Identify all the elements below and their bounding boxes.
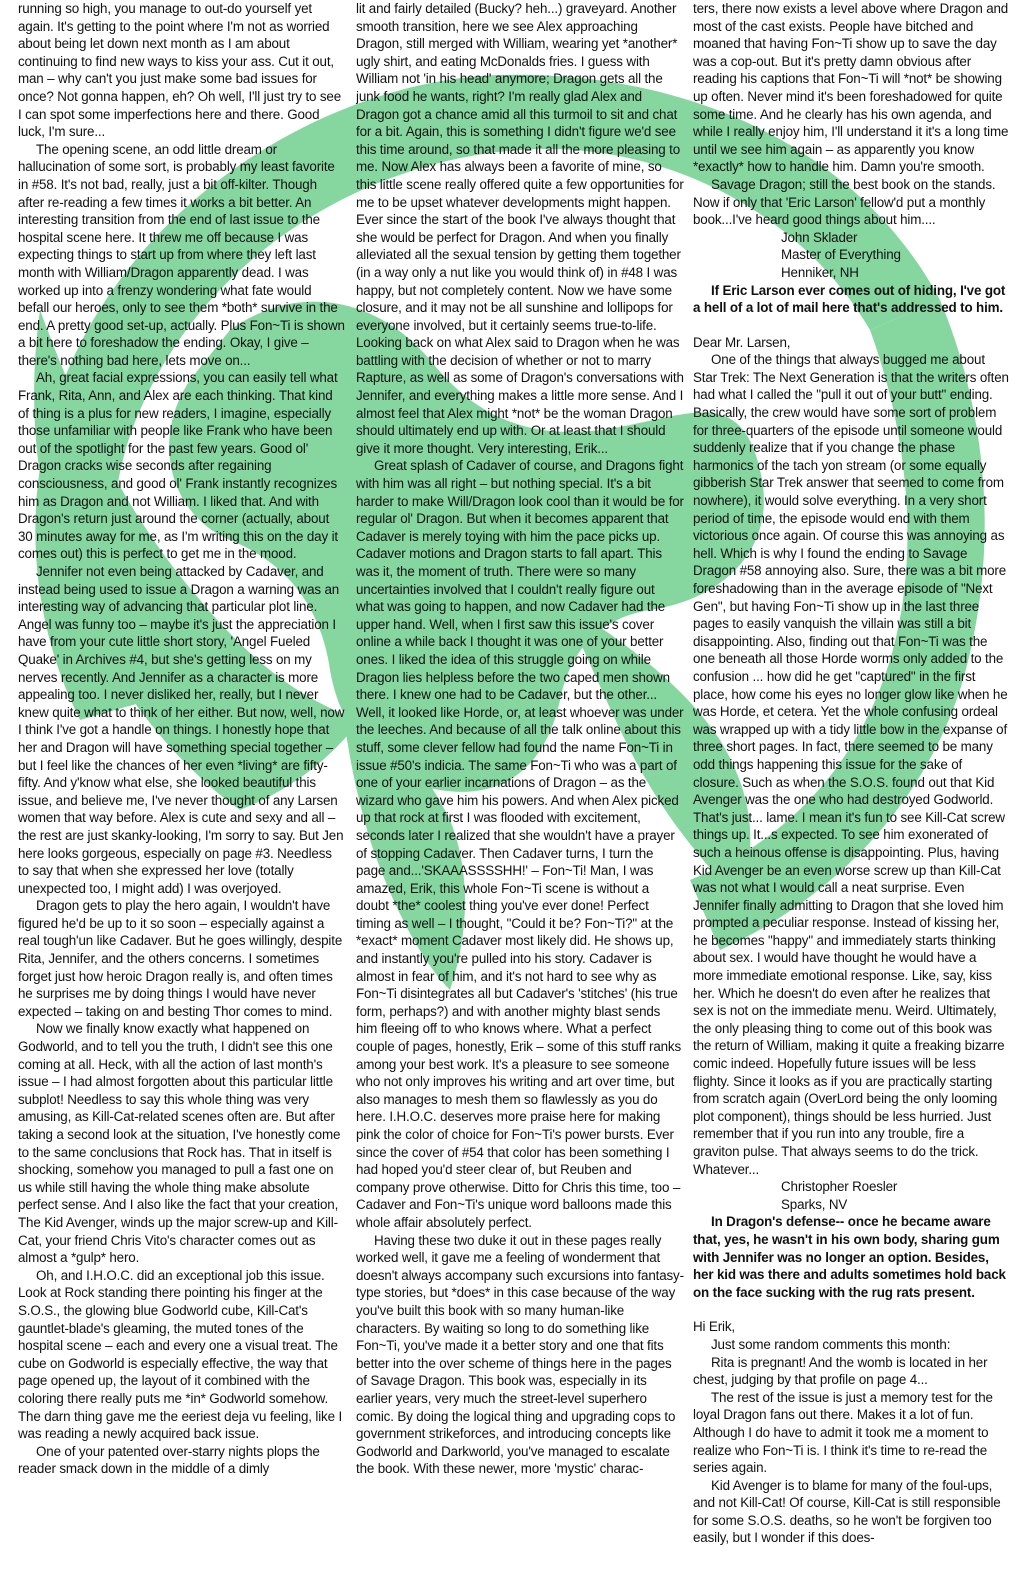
letter-paragraph: Great splash of Cadaver of course, and Dragons fight with him was all right – but nothing special. It's a bit harder to make Will/Dragon look cool than it would be for regular ol' Dragon. But when it becomes apparent that Cadaver is merely toying with him the pace picks up. Cadaver motions and Dragon starts to fall apart. This was it, the moment of truth. There were so many uncertainties involved that I couldn't really figure out what was going to happen, and now Cadaver had the upper hand. Well, when I first saw this issue's cover online a while back I thought it was one of your better ones. I liked the idea of this struggle going on while Dragon lies helpless before the two caped men shown there. I knew one had to be Cadaver, but the other... Well, it looked like Horde, or, at least whoever was under the leeches. And because of all the talk online about this stuff, some clever fellow had found the name Fon~Ti in issue #50's indicia. The same Fon~Ti who was a part of one of your earlier incarnations of Dragon – as the wizard who gave him his powers. And when Alex picked up that rock at first I was flooded with excitement, seconds later I realized that she wouldn't have a prayer of stopping Cadaver. Then Cadaver turns, I turn the page and...'SKAAASSSSHH!' – Fon~Ti! Man, I was amazed, Erik, this whole Fon~Ti scene is without a doubt *the* coolest thing you've ever done! Perfect timing as well – I thought, "Could it be? Fon~Ti?" at the *exact* moment Cadaver most likely did. He shows up, and instantly you're pulled into his story. Cadaver is almost in fear of him, and it's not hard to see why as Fon~Ti disintegrates all but Cadaver's 'stitches' (his true form, perhaps?) and with another mighty blast sends him fleeing off to who knows where. What a perfect couple of pages, honestly, Erik – some of this stuff ranks among your best work. It's a pleasure to see someone who not only improves his writing and art over time, but also manages to mesh them so flawlessly as you do here. I.H.O.C. deserves more praise here for making pink the color of choice for Fon~Ti's power bursts. Ever since the cover of #54 that color has been something I had hoped you'd steer clear of, but Reuben and company prove otherwise. Ditto for Chris this time, too – Cadaver and Fon~Ti's unique word balloons made this whole affair absolutely perfect. <box>356 458 684 1230</box>
letter-paragraph: One of your patented over-starry nights plops the reader smack down in the middle of a dimly <box>18 1443 320 1477</box>
letter-paragraph: Kid Avenger is to blame for many of the foul-ups, and not Kill-Cat! Of course, Kill-Cat is still responsible for some S.O.S. deaths, so he won't be forgiven too easily, but I wonder if this does- <box>693 1477 1001 1546</box>
signature-place: Sparks, NV <box>781 1196 848 1212</box>
signature-name: Christopher Roesler <box>781 1179 898 1195</box>
letter-paragraph: The opening scene, an odd little dream or hallucination of some sort, is probably my least favorite in #58. It's not bad, really, just a bit off-kilter. Though after re-reading a few times it works a bit better. An interesting transition from the end of last issue to the hospital scene here. It threw me off because I was expecting things to start up from where they left last month with William/Dragon apparently dead. I was worked up into a frenzy wondering what fate would befall our heroes, only to see them *both* survive in the end. A pretty good set-up, actually. Plus Fon~Ti is shown a bit here to foreshadow the ending. Okay, I give – there's nothing bad here, lets move on... <box>18 141 345 368</box>
letter-paragraph: One of the things that always bugged me about Star Trek: The Next Generation is that the writers often had what I called the "pull it out of your butt" ending. Basically, the crew would have some sort of problem for three-quarters of the episode until someone would suddenly realize that if you change the phase harmonics of the tach yon stream (or some equally gibberish Star Trek answer that seemed to come from nowhere), it would solve everything. In a very short period of time, the episode would end with them victorious once again. Of course this was annoying as hell. Which is why I found the ending to Savage Dragon #58 annoying also. Sure, there was a bit more foreshadowing than in the average episode of "Next Gen", but having Fon~Ti show up in the last three pages to easily vanquish the villain was still a bit disappointing. Also, finding out that Fon~Ti was the one beneath all those Horde worms only added to the confusion ... how did he get "captured" in the first place, how come his eyes no longer glow like when he was Horde, et cetera. Yet the whole confusing ordeal was wrapped up with a tidy little bow in the expanse of three short pages. In fact, there seemed to be many odd things happening this issue for the sake of closure. Such as when the S.O.S. found out that Kid Avenger was the one who had destroyed Godworld. That's just... lame. I mean it's fun to see Kill-Cat screw things up. It...s expected. To see him exonerated of such a heinous offense is disappointing. Plus, having Kid Avenger be an even worse screw up than Kill-Cat was not what I would call a neat surprise. Even Jennifer finally admitting to Dragon that she loved him prompted a peculiar response. Instead of kissing her, he becomes "happy" and immediately starts thinking about sex. I would have thought he would have a more immediate emotional response. Like, say, kiss her. Which he doesn't do even after he realizes that sex is not on the immediate menu. Weird. Ultimately, the only pleasing thing to come out of this book was the return of William, making it quite a freaking bizarre comic indeed. Hopefully future issues will be less flighty. Since it looks as if you are practically starting from scratch again (OverLord being the only looming plot component), things should be less hurried. Just remember that if you run into any trouble, fire a graviton pulse. That always seems to do the trick. Whatever... <box>693 352 1009 1177</box>
letter-paragraph: The rest of the issue is just a memory test for the loyal Dragon fans out there. Makes it a lot of fun. Although I do have to admit it took me a moment to realize who Fon~Ti is. I think it's time to re-read the series again. <box>693 1389 993 1476</box>
letter-paragraph: lit and fairly detailed (Bucky? heh...) graveyard. Another smooth transition, here we see Alex approaching Dragon, still merged with William, wearing yet *another* ugly shirt, and eating McDonalds fries. I guess with William not 'in his head' anymore; Dragon gets all the junk food he wants, right? I'm really glad Alex and Dragon got a chance amid all this turmoil to sit and chat for a bit. Again, this is something I didn't figure we'd see this time around, so that made it all the more pleasing to me. Now Alex has always been a favorite of mine, so this little scene really offered quite a few opportunities for me to be upset whatever developments might happen. Ever since the start of the book I've always thought that she would be perfect for Dragon. And when you finally alleviated all the sexual tension by getting them together (in a way only a nut like you would think of) in #48 I was happy, but not completely content. Now we have some closure, and it may not be all sunshine and lollipops for everyone involved, but it certainly seems true-to-life. Looking back on what Alex said to Dragon when he was battling with the decision of whether or not to marry Rapture, as well as some of Dragon's conversations with Jennifer, and everything makes a little more sense. And I almost feel that Alex might *not* be the woman Dragon should ultimately end up with. Or at least that I should give it more thought. Very interesting, Erik... <box>356 1 684 456</box>
letter-paragraph: Jennifer not even being attacked by Cadaver, and instead being used to issue a Dragon a warning was an interesting way of advancing that particular plot line. Angel was funny too – maybe it's just the appreciation I have from your cute little short story, 'Angel Fueled Quake' in Archives #4, but she's getting less on my nerves recently. And Jennifer as a character is more appealing too. I never disliked her, really, but I never knew quite what to think of her either. But now, well, now I think I've got a handle on things. I honestly hope that her and Dragon will have something special together – but I feel like the chances of her even *living* are fifty-fifty. And y'know what else, she looked beautiful this issue, and believe me, I've never thought of any Larsen women that way before. Alex is cute and sexy and all – the rest are just skanky-looking, I'm sorry to say. But Jen here looks gorgeous, especially on page #3. Needless to say that when she expressed her love (totally unexpected too, I might add) I was overjoyed. <box>18 564 345 896</box>
column-1 <box>18 0 346 1570</box>
salutation: Dear Mr. Larsen, <box>693 334 791 350</box>
signature-place: Henniker, NH <box>781 264 859 280</box>
letter-paragraph: Just some random comments this month: <box>711 1336 951 1352</box>
letter-paragraph: Now we finally know exactly what happened on Godworld, and to tell you the truth, I didn't see this one coming at all. Heck, with all the action of last month's issue – I had almost forgotten about this particular little subplot! Needless to say this whole thing was very amusing, as Kill-Cat-related scenes often are. But after taking a second look at the situation, I've honestly come to the same conclusions that Rock has. That in itself is shocking, somehow you managed to pull a fast one on us while still having the whole thing make absolute perfect sense. And I also like the fact that your creation, The Kid Avenger, winds up the major screw-up and Kill-Cat, your friend Chris Vito's character comes out as almost a *gulp* hero. <box>18 1021 341 1266</box>
signature-title: Master of Everything <box>781 247 901 263</box>
signature-name: John Sklader <box>781 229 858 245</box>
letter-paragraph: Dragon gets to play the hero again, I wouldn't have figured he'd be up to it so soon – especially against a real tough'un like Cadaver. But he goes willingly, despite Rita, Jennifer, and the others concerns. I sometimes forget just how heroic Dragon really is, and often times he surprises me by doing things I would have never expected – taking on and besting Thor comes to mind. <box>18 898 343 1019</box>
letter-paragraph: Oh, and I.H.O.C. did an exceptional job this issue. Look at Rock standing there pointing his finger at the S.O.S., the glowing blue Godworld cube, Kill-Cat's gauntlet-blade's gleaming, the muted tones of the hospital scene – each and every one a visual treat. The cube on Godworld is especially effective, the way that page opened up, the layout of it combined with the coloring there really puts me *in* Godworld somehow. The darn thing gave me the eeriest deja vu feeling, like I was reading a newly acquired back issue. <box>18 1267 343 1442</box>
letter-paragraph: Savage Dragon; still the best book on the stands. Now if only that 'Eric Larson' fellow'd put a monthly book...I've heard good things about him.... <box>693 176 996 228</box>
letter-paragraph: ters, there now exists a level above where Dragon and most of the cast exists. People have bitched and moaned that having Fon~Ti show up to save the day was a cop-out. But it's pretty damn obvious after reading his captions that Fon~Ti will *not* be showing up often. Never mind it's been foreshadowed for quite some time. And he clearly has his own agenda, and while I really enjoy him, I'll understand it it's a long time until we see him again – as apparently you know *exactly* how to handle him. Damn you're smooth. <box>693 1 1009 175</box>
column-3 <box>693 0 1009 1570</box>
editor-reply: If Eric Larson ever comes out of hiding, I've got a hell of a lot of mail here that's addressed to him. <box>693 282 1006 316</box>
letter-paragraph: Rita is pregnant! And the womb is located in her chest, judging by that profile on page 4... <box>693 1354 988 1388</box>
editor-reply: In Dragon's defense-- once he became aware that, yes, he wasn't in his own body, sharing gum with Jennifer was no longer an option. Besides, her kid was there and adults sometimes hold back on the face sucking with the rug rats present. <box>693 1214 1006 1300</box>
letter-paragraph: Having these two duke it out in these pages really worked well, it gave me a feeling of wonderment that doesn't always accompany such excursions into fantasy-type stories, but *does* in this case because of the way you've built this book with so many human-like characters. By waiting so long to do something like Fon~Ti, you've made it a better story and one that fits better into the over scheme of things here in the pages of Savage Dragon. This book was, especially in its earlier years, very much the street-level superhero comic. By doing the logical thing and upgrading cops to government strikeforces, and introducing concepts like Godworld and Darkworld, you've managed to escalate the book. With these newer, more 'mystic' charac- <box>356 1232 684 1477</box>
salutation: Hi Erik, <box>693 1319 735 1335</box>
column-2 <box>356 0 684 1570</box>
letter-paragraph: Ah, great facial expressions, you can easily tell what Frank, Rita, Ann, and Alex are each thinking. That kind of thing is a plus for new readers, I imagine, especially those unfamiliar with people like Frank who have been out of the spotlight for the past few years. Good ol' Dragon cracks wise seconds after regaining consciousness, and good ol' Frank instantly recognizes him as Dragon and not William. I liked that. And with Dragon's return just around the corner (actually, about 30 minutes away for me, as I'm writing this on the day it comes out) this is perfect to get me in the mood. <box>18 370 338 562</box>
letter-paragraph: running so high, you manage to out-do yourself yet again. It's getting to the point where I'm not as worried about being let down next month as I am about continuing to find new ways to kiss your ass. Cut it out, man – why can't you just make some bad issues for once? Not gonna happen, eh? Oh well, I'll just try to see I can spot some imperfections here and there. Good luck, I'm sure... <box>18 1 342 140</box>
